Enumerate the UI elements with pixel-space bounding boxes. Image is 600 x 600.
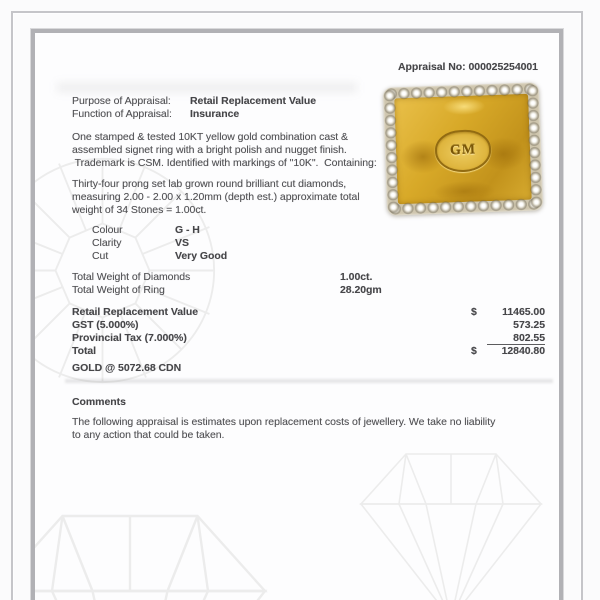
frame-inner-border	[31, 29, 563, 600]
table-row	[72, 284, 472, 297]
weight-value: 28.20gm	[340, 284, 382, 296]
table-row	[92, 250, 312, 263]
description-line: weight of 34 Stones = 1.00ct.	[72, 204, 207, 216]
comments-text	[72, 416, 495, 442]
section-divider	[65, 379, 553, 383]
currency-symbol: $	[471, 306, 477, 318]
description-line: measuring 2.00 - 2.00 x 1.20mm (depth est.) approximate total	[72, 191, 360, 203]
attr-value: Very Good	[175, 250, 228, 262]
comments-line: The following appraisal is estimates upon replacement costs of jewellery. We take no liability	[72, 416, 496, 428]
valuation-label: Retail Replacement Value	[72, 306, 199, 318]
valuation-label: Total	[72, 345, 97, 358]
appraisal-number	[398, 61, 538, 74]
purpose-label: Purpose of Appraisal:	[72, 95, 171, 107]
appraisal-number-value: 000025254001	[468, 61, 538, 73]
signet-ring-face	[383, 82, 543, 215]
table-row	[92, 224, 312, 237]
valuation-amount: 12840.80	[501, 345, 545, 358]
appraisal-document	[35, 33, 559, 600]
description-line: Trademark is CSM. Identified with markings of "10K". Containing:	[72, 157, 377, 169]
weights-table	[72, 271, 472, 297]
table-row	[92, 237, 312, 250]
weight-value: 1.00ct.	[340, 271, 373, 283]
purpose-section	[72, 95, 402, 121]
crest-shield	[434, 129, 491, 173]
gold-rate: GOLD @ 5072.68 CDN	[72, 362, 182, 374]
function-value: Insurance	[190, 108, 240, 120]
attr-label: Cut	[92, 250, 109, 262]
diamond-description	[72, 178, 360, 217]
gold-plaque	[394, 94, 532, 205]
table-row	[72, 271, 472, 284]
table-row	[72, 306, 545, 319]
valuation-label: GST (5.000%)	[72, 318, 139, 331]
diamond-sideview-watermark-icon	[35, 501, 280, 600]
description-line: Thirty-four prong set lab grown round brilliant cut diamonds,	[72, 178, 347, 190]
table-row	[72, 345, 545, 358]
item-description	[72, 131, 377, 170]
valuation-amount: 11465.00	[502, 306, 545, 318]
weight-label: Total Weight of Diamonds	[72, 271, 191, 283]
currency-symbol: $	[471, 345, 477, 358]
valuation-amount: 802.55	[487, 332, 545, 346]
valuation-amount: 573.25	[513, 318, 545, 331]
function-label: Function of Appraisal:	[72, 108, 172, 120]
comments-line: to any action that could be taken.	[72, 429, 225, 441]
valuation-label: Provincial Tax (7.000%)	[72, 331, 187, 344]
comments-heading: Comments	[72, 396, 126, 408]
purpose-value: Retail Replacement Value	[190, 95, 317, 107]
description-line: One stamped & tested 10KT yellow gold combination cast &	[72, 131, 348, 143]
scan-smudge	[57, 82, 357, 93]
ring-monogram: GM	[449, 142, 477, 159]
currency-symbol	[471, 319, 487, 332]
purpose-row	[72, 95, 402, 108]
attr-label: Colour	[92, 224, 123, 236]
function-row	[72, 108, 402, 121]
weight-label: Total Weight of Ring	[72, 284, 165, 296]
table-row	[72, 332, 545, 346]
diamond-sideview-watermark-icon	[351, 444, 551, 600]
stone-attributes-table	[92, 224, 312, 263]
valuation-table	[72, 306, 545, 358]
attr-value: G - H	[175, 224, 200, 236]
description-line: assembled signet ring with a bright polish and nugget finish.	[72, 144, 347, 156]
appraisal-number-label: Appraisal No:	[398, 61, 466, 73]
currency-symbol	[471, 332, 487, 346]
attr-label: Clarity	[92, 237, 122, 249]
table-row	[72, 319, 545, 332]
ring-photo	[385, 85, 541, 213]
attr-value: VS	[175, 237, 189, 249]
